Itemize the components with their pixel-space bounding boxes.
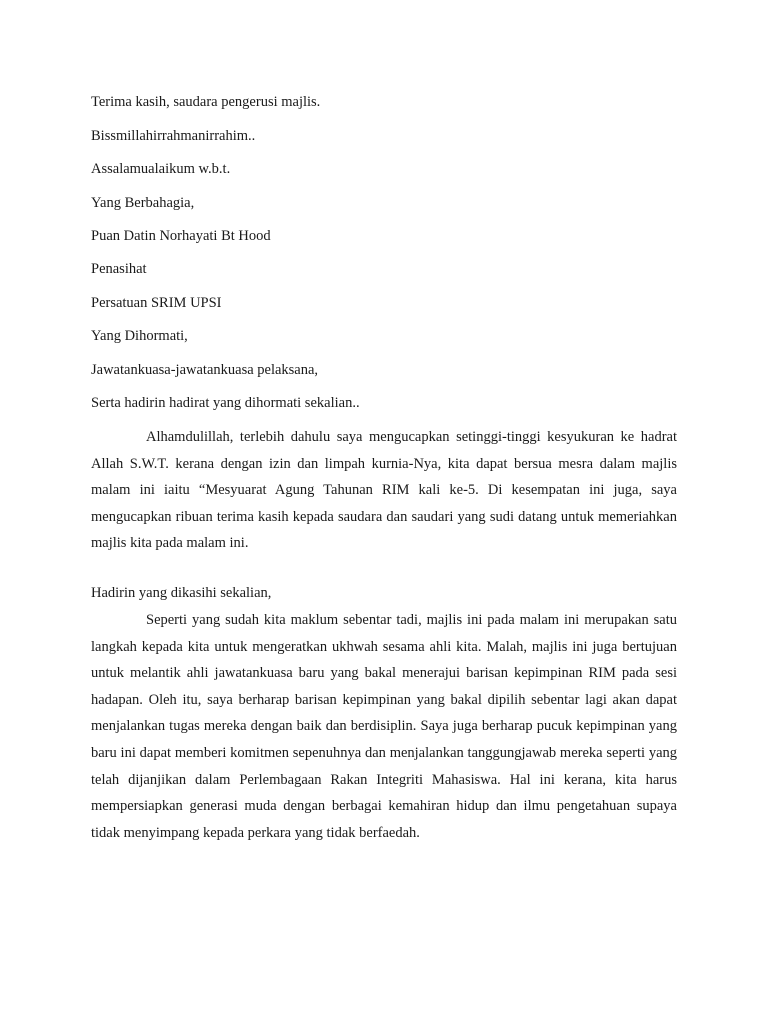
speech-paragraph-2: Seperti yang sudah kita maklum sebentar tadi, majlis ini pada malam ini merupakan satu langkah kepada kita untuk mengeratkan ukhwah sesama ahli kita. Malah, majlis ini juga bertujuan untuk melantik ahli jawatankuasa baru yang bakal menerajui barisan kepimpinan RIM pada sesi hadapan. Oleh itu, saya berharap barisan kepimpinan yang bakal dipilih sebentar lagi akan dapat menjalankan tugas mereka dengan baik dan berdisiplin. Saya juga berharap pucuk kepimpinan yang baru ini dapat memberi komitmen sepenuhnya dan menjalankan tanggungjawab mereka seperti yang telah dijanjikan dalam Perlembagaan Rakan Integriti Mahasiswa. Hal ini kerana, kita harus mempersiapkan generasi muda dengan berbagai kemahiran hidup dan ilmu pengetahuan supaya tidak menyimpang kepada perkara yang tidak berfaedah.: [91, 612, 677, 841]
opening-line-advisor-title: Penasihat: [91, 261, 147, 277]
opening-line-advisor-name: Puan Datin Norhayati Bt Hood: [91, 228, 271, 244]
opening-line-association: Persatuan SRIM UPSI: [91, 295, 222, 311]
opening-line-audience: Serta hadirin hadirat yang dihormati sekalian..: [91, 395, 360, 411]
opening-line-basmalah: Bissmillahirrahmanirrahim..: [91, 128, 256, 144]
speech-paragraph-1: Alhamdulillah, terlebih dahulu saya mengucapkan setinggi-tinggi kesyukuran ke hadrat Allah S.W.T. kerana dengan izin dan limpah kurnia-Nya, kita dapat bersua mesra dalam majlis malam ini iaitu “Mesyuarat Agung Tahunan RIM kali ke-5. Di kesempatan ini juga, saya mengucapkan ribuan terima kasih kepada saudara dan saudari yang sudi datang untuk memeriahkan majlis kita pada malam ini.: [91, 429, 677, 552]
opening-line-salam: Assalamualaikum w.b.t.: [91, 161, 231, 177]
opening-line-committee: Jawatankuasa-jawatankuasa pelaksana,: [91, 362, 319, 378]
opening-line-berbahagia: Yang Berbahagia,: [91, 195, 195, 211]
opening-line-chair: Terima kasih, saudara pengerusi majlis.: [91, 94, 321, 110]
greeting-audience: Hadirin yang dikasihi sekalian,: [91, 585, 272, 601]
opening-line-dihormati: Yang Dihormati,: [91, 328, 188, 344]
